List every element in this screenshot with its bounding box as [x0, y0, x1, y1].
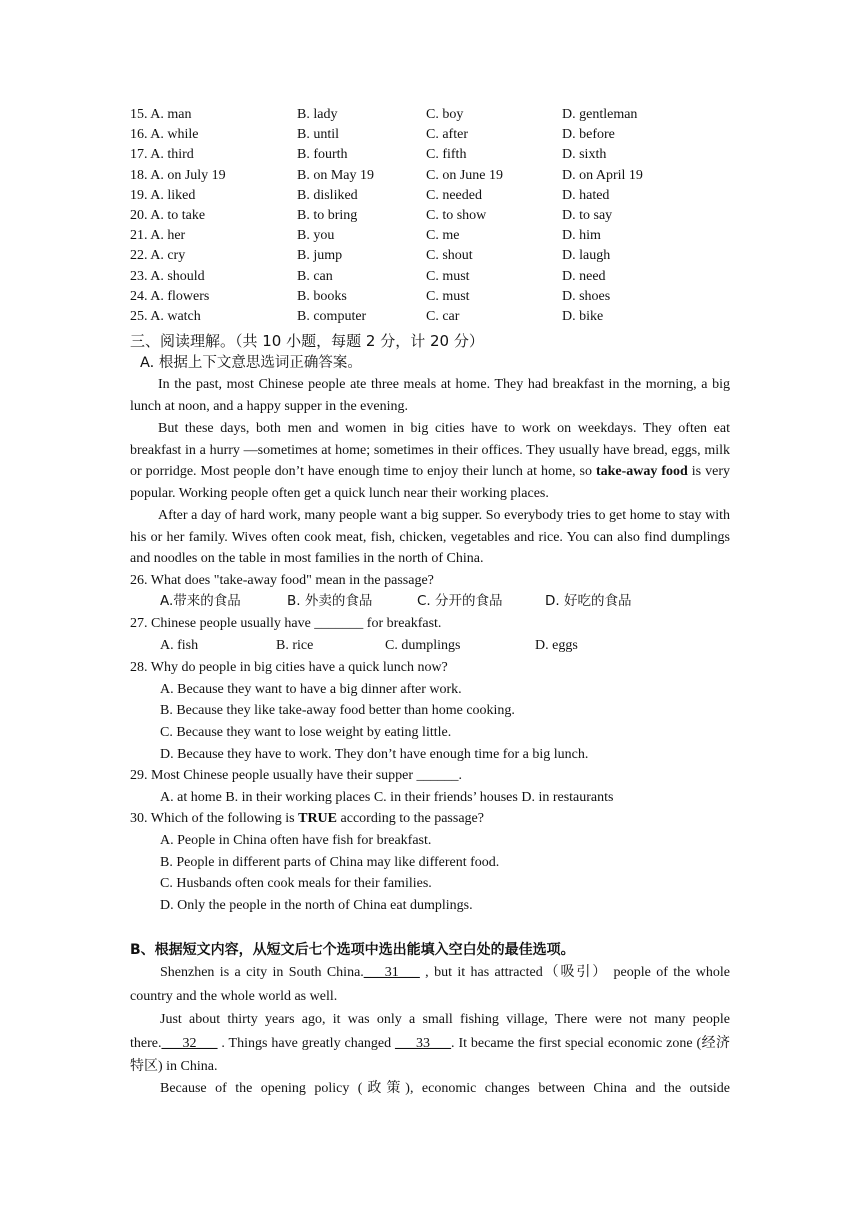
- option-c: C. on June 19: [426, 167, 503, 183]
- q27-option-b: B. rice: [276, 638, 314, 653]
- option-row: [130, 125, 730, 145]
- q27-option-c: C. dumplings: [385, 638, 461, 653]
- question-26: 26. What does "take-away food" mean in the passage?: [130, 573, 434, 588]
- option-b: B. jump: [297, 248, 343, 264]
- passage-a-paragraph-1: In the past, most Chinese people ate three meals at home. They had breakfast in the morning, a big lunch at noon, and a happy supper in the evening.: [130, 377, 730, 414]
- blank-31: ___31___: [363, 965, 420, 980]
- q26-option-b: B. 外卖的食品: [287, 593, 373, 609]
- q26-option-a: A.带来的食品: [160, 593, 241, 609]
- option-c: C. car: [426, 309, 460, 324]
- option-a: 25. A. watch: [130, 309, 201, 324]
- question-28: 28. Why do people in big cities have a quick lunch now?: [130, 660, 448, 675]
- option-row: [130, 206, 730, 226]
- option-d: D. hated: [562, 187, 610, 203]
- option-c: C. must: [426, 268, 470, 284]
- option-row: [130, 226, 730, 246]
- option-row: [130, 307, 730, 327]
- option-c: C. fifth: [426, 147, 467, 163]
- q28-option-c: C. Because they want to lose weight by eating little.: [160, 725, 452, 740]
- option-row: [130, 166, 730, 186]
- option-a: 17. A. third: [130, 147, 194, 163]
- option-b: B. disliked: [297, 187, 358, 203]
- option-b: B. to bring: [297, 208, 358, 223]
- option-a: 24. A. flowers: [130, 288, 210, 304]
- option-b: B. you: [297, 228, 335, 244]
- blank-33: ___33___: [395, 1035, 452, 1051]
- question-29: 29. Most Chinese people usually have their supper ______.: [130, 768, 463, 783]
- option-a: 19. A. liked: [130, 187, 196, 203]
- option-a: 16. A. while: [130, 127, 199, 143]
- option-row: [130, 105, 730, 125]
- question-27-options: [160, 635, 720, 656]
- option-b: B. on May 19: [297, 167, 374, 183]
- question-30: 30. Which of the following is TRUE according to the passage?: [130, 811, 484, 826]
- option-d: D. need: [562, 268, 606, 284]
- option-b: B. lady: [297, 107, 338, 122]
- q28-option-a: A. Because they want to have a big dinner after work.: [160, 682, 462, 697]
- option-b: B. computer: [297, 309, 367, 324]
- option-d: D. on April 19: [562, 167, 643, 183]
- q28-option-d: D. Because they have to work. They don’t have enough time for a big lunch.: [160, 747, 589, 762]
- passage-b-paragraph-3: Because of the opening policy (政策), economic changes between China and the outside: [160, 1081, 730, 1096]
- part-b-title: B、根据短文内容，从短文后七个选项中选出能填入空白处的最佳选项。: [130, 942, 575, 958]
- option-a: 21. A. her: [130, 228, 186, 244]
- option-c: C. after: [426, 127, 468, 143]
- question-27: 27. Chinese people usually have _______ for breakfast.: [130, 616, 442, 631]
- passage-a-paragraph-2: But these days, both men and women in big cities have to work on weekdays. They often eat breakfast in a hurry —sometimes at home; sometimes in their offices. They usually have bread, eggs, milk or porridge. Most people don’t have enough time to enjoy their lunch at home, so take-away food is very popular. Working people often get a quick lunch near their working places.: [130, 421, 730, 502]
- option-c: C. shout: [426, 248, 473, 264]
- option-c: C. must: [426, 288, 470, 304]
- q28-option-b: B. Because they like take-away food better than home cooking.: [160, 703, 515, 718]
- option-a: 22. A. cry: [130, 248, 186, 264]
- true-keyword: TRUE: [298, 811, 338, 826]
- take-away-food-term: take-away food: [595, 464, 688, 480]
- option-a: 18. A. on July 19: [130, 167, 226, 183]
- q26-option-c: C. 分开的食品: [417, 593, 503, 609]
- option-c: C. to show: [426, 208, 487, 223]
- part-a-title: A. 根据上下文意思选词正确答案。: [140, 355, 362, 371]
- option-d: D. gentleman: [562, 107, 638, 122]
- option-row: [130, 246, 730, 266]
- option-row: [130, 267, 730, 287]
- option-row: [130, 186, 730, 206]
- option-d: D. to say: [562, 208, 613, 223]
- option-row: [130, 287, 730, 307]
- q27-option-a: A. fish: [160, 638, 199, 653]
- q26-option-d: D. 好吃的食品: [545, 593, 632, 609]
- option-row: [130, 145, 730, 165]
- q27-option-d: D. eggs: [535, 638, 578, 653]
- question-26-options: [160, 591, 720, 612]
- option-b: B. until: [297, 127, 340, 143]
- passage-b-paragraph-1: Shenzhen is a city in South China.___31___ , but it has attracted（吸引） people of the whole country and the whole world as well.: [130, 965, 730, 1004]
- option-c: C. needed: [426, 187, 482, 203]
- passage-b-paragraph-2: Just about thirty years ago, it was only a small fishing village, There were not many people there.___32___ . Things have greatly changed ___33___. It became the first special economic zone (经济特区) in China.: [130, 1012, 730, 1074]
- option-d: D. him: [562, 228, 601, 244]
- option-b: B. books: [297, 288, 347, 304]
- option-d: D. shoes: [562, 288, 611, 304]
- option-a: 15. A. man: [130, 107, 192, 122]
- option-d: D. bike: [562, 309, 604, 324]
- option-d: D. laugh: [562, 248, 611, 264]
- option-a: 23. A. should: [130, 268, 205, 284]
- option-c: C. boy: [426, 107, 464, 122]
- option-c: C. me: [426, 228, 460, 244]
- q30-option-b: B. People in different parts of China may like different food.: [160, 855, 500, 870]
- option-d: D. before: [562, 127, 615, 143]
- passage-a-paragraph-3: After a day of hard work, many people want a big supper. So everybody tries to get home to stay with his or her family. Wives often cook meat, fish, chicken, vegetables and rice. You can also find dumplings and noodles on the table in most families in the north of China.: [130, 508, 730, 567]
- q30-option-a: A. People in China often have fish for breakfast.: [160, 833, 432, 848]
- section-3-title: 三、阅读理解。（共 10 小题，每题 2 分，计 20 分）: [130, 332, 484, 350]
- option-b: B. can: [297, 268, 333, 284]
- q30-option-c: C. Husbands often cook meals for their families.: [160, 876, 432, 891]
- option-d: D. sixth: [562, 147, 607, 163]
- option-a: 20. A. to take: [130, 208, 206, 223]
- option-b: B. fourth: [297, 147, 348, 163]
- blank-32: ___32___: [161, 1035, 218, 1051]
- q30-option-d: D. Only the people in the north of China eat dumplings.: [160, 898, 473, 913]
- question-29-options: A. at home B. in their working places C. in their friends’ houses D. in restaurants: [160, 790, 614, 805]
